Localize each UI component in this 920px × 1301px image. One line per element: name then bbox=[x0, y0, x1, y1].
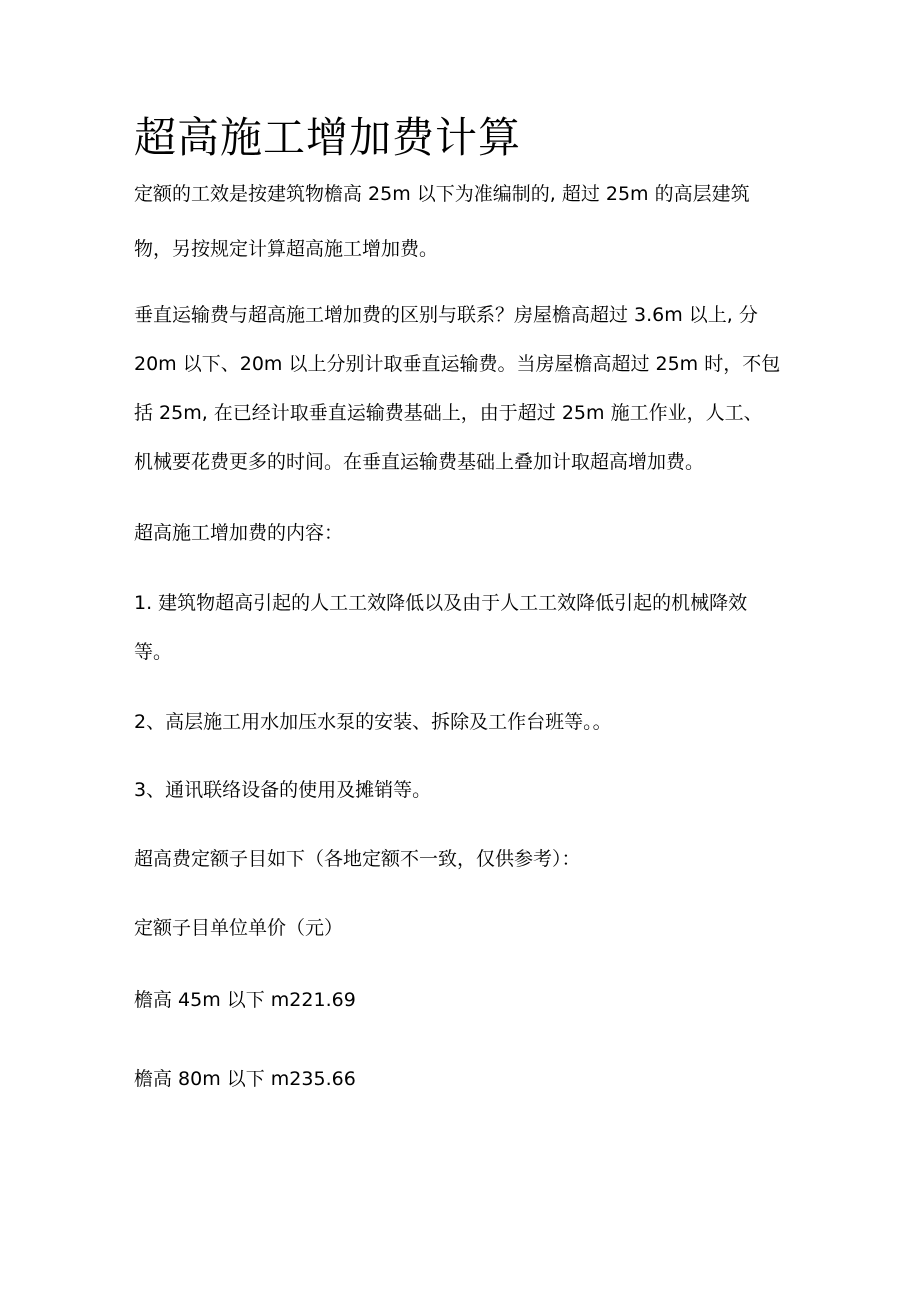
quota-header bbox=[134, 911, 800, 945]
quota-intro bbox=[134, 842, 800, 876]
quota-intro-text: 超高费定额子目如下（各地定额不一致，仅供参考）： bbox=[134, 848, 581, 870]
intro-line-2: 物，另按规定计算超高施工增加费。 bbox=[134, 238, 439, 260]
intro-paragraph bbox=[134, 177, 800, 266]
document-title: 超高施工增加费计算 bbox=[134, 113, 522, 162]
quota-row-80m: 檐高 80m 以下 m235.66 bbox=[134, 1068, 356, 1090]
quota-header-text: 定额子目单位单价（元） bbox=[134, 917, 344, 939]
intro-line-1: 定额的工效是按建筑物檐高 25m 以下为准编制的, 超过 25m 的高层建筑 bbox=[134, 183, 750, 205]
quota-row-45m: 檐高 45m 以下 m221.69 bbox=[134, 989, 356, 1011]
list-item-1 bbox=[134, 586, 800, 669]
list-item-3-text: 3、通讯联络设备的使用及摊销等。 bbox=[134, 779, 432, 801]
difference-line-3: 括 25m, 在已经计取垂直运输费基础上，由于超过 25m 施工作业，人工、 bbox=[134, 402, 763, 424]
list-item-3 bbox=[134, 773, 800, 807]
quota-row bbox=[134, 1062, 800, 1096]
difference-line-1: 垂直运输费与超高施工增加费的区别与联系？房屋檐高超过 3.6m 以上, 分 bbox=[134, 304, 758, 326]
content-heading bbox=[134, 516, 800, 550]
content-heading-text: 超高施工增加费的内容： bbox=[134, 522, 344, 544]
list-item-1-line-2: 等。 bbox=[134, 641, 173, 663]
difference-line-4: 机械要花费更多的时间。在垂直运输费基础上叠加计取超高增加费。 bbox=[134, 451, 705, 473]
quota-row bbox=[134, 983, 800, 1017]
list-item-2 bbox=[134, 705, 800, 739]
list-item-2-text: 2、高层施工用水加压水泵的安装、拆除及工作台班等。。 bbox=[134, 711, 612, 733]
difference-line-2: 20m 以下、20m 以上分别计取垂直运输费。当房屋檐高超过 25m 时，不包 bbox=[134, 353, 781, 375]
list-item-1-line-1: 1. 建筑物超高引起的人工工效降低以及由于人工工效降低引起的机械降效 bbox=[134, 592, 748, 614]
difference-paragraph bbox=[134, 298, 800, 479]
